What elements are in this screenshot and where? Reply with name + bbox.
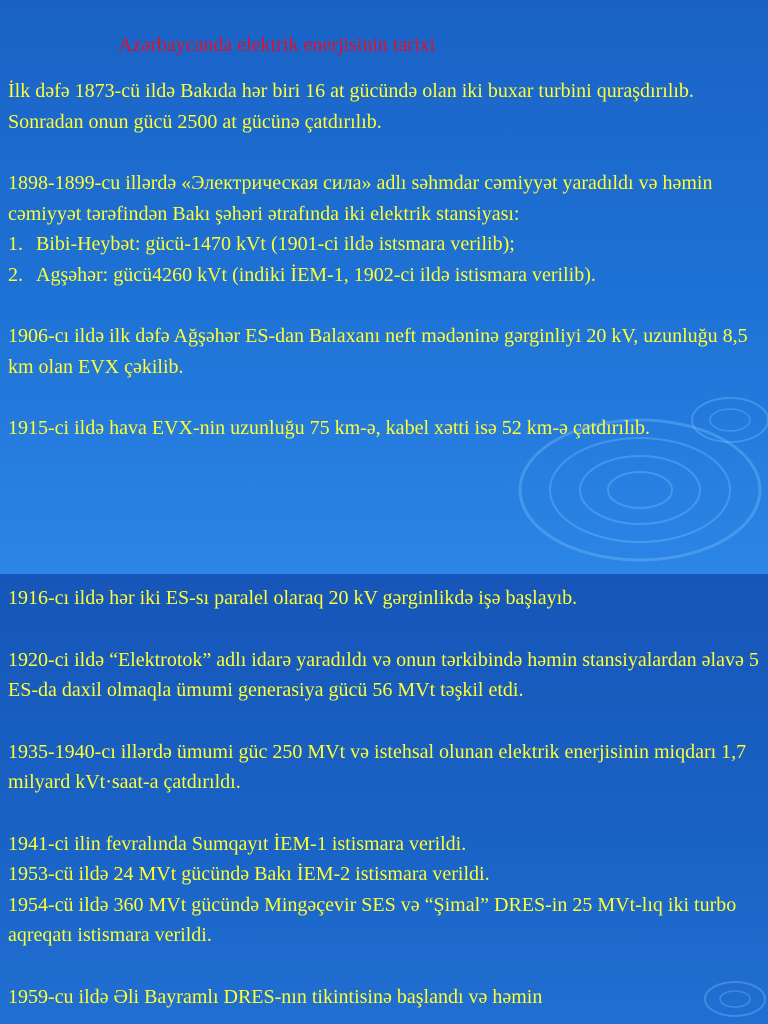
paragraph: 1935-1940-cı illərdə ümumi güc 250 MVt və istehsal olunan elektrik enerjisinin miqdarı 1,7 milyard kVt·saat-a çatdırıldı. (8, 740, 747, 793)
paragraph: 1915-ci ildə hava EVX-nin uzunluğu 75 km-ə, kabel xətti isə 52 km-ə çatdırılıb. (8, 417, 651, 439)
paragraph: 1920-ci ildə “Elektrotok” adlı idarə yaradıldı və onun tərkibində həmin stansiyalardan əlavə 5 ES-da daxil olmaqla ümumi generasiya gücü 56 MVt təşkil etdi. (8, 648, 759, 701)
paragraph: 1954-cü ildə 360 MVt gücündə Mingəçevir SES və “Şimal” DRES-in 25 MVt-lıq iki turbo aqreqatı istismara verildi. (8, 893, 737, 946)
list-item-text: Agşəhər: gücü4260 kVt (indiki İEM-1, 1902-ci ildə istismara verilib). (36, 263, 596, 286)
slide-title: Azərbaycanda elektrik enerjisinin tarixi (118, 34, 436, 56)
list-item (8, 260, 760, 291)
slide-1-body (8, 76, 760, 444)
list-number: 2. (8, 263, 23, 286)
paragraph: 1941-ci ilin fevralında Sumqayıt İEM-1 istismara verildi. (8, 832, 467, 855)
paragraph: 1959-cu ildə Əli Bayramlı DRES-nın tikintisinə başlandı və həmin (8, 985, 543, 1008)
paragraph: İlk dəfə 1873-cü ildə Bakıda hər biri 16 at gücündə olan iki buxar turbini quraşdırılıb. Sonradan onun gücü 2500 at gücünə çatdırılıb. (8, 80, 694, 133)
list-item (8, 229, 760, 260)
paragraph: 1906-cı ildə ilk dəfə Ağşəhər ES-dan Balaxanı neft mədəninə gərginliyi 20 kV, uzunluğu 8,5 km olan EVX çəkilib. (8, 325, 748, 378)
slide-2-body (8, 583, 760, 1012)
paragraph: 1953-cü ildə 24 MVt gücündə Bakı İEM-2 istismara verildi. (8, 863, 490, 885)
slide-2 (0, 574, 768, 1024)
paragraph: 1898-1899-cu illərdə «Электрическая сила» adlı səhmdar cəmiyyət yaradıldı və həmin cəmiyyət tərəfindən Bakı şəhəri ətrafında iki elektrik stansiyası: (8, 172, 713, 225)
list-number: 1. (8, 233, 23, 255)
paragraph: 1916-cı ildə hər iki ES-sı paralel olaraq 20 kV gərginlikdə işə başlayıb. (8, 587, 578, 609)
list-item-text: Bibi-Heybət: gücü-1470 kVt (1901-ci ildə istsmara verilib); (36, 233, 515, 255)
